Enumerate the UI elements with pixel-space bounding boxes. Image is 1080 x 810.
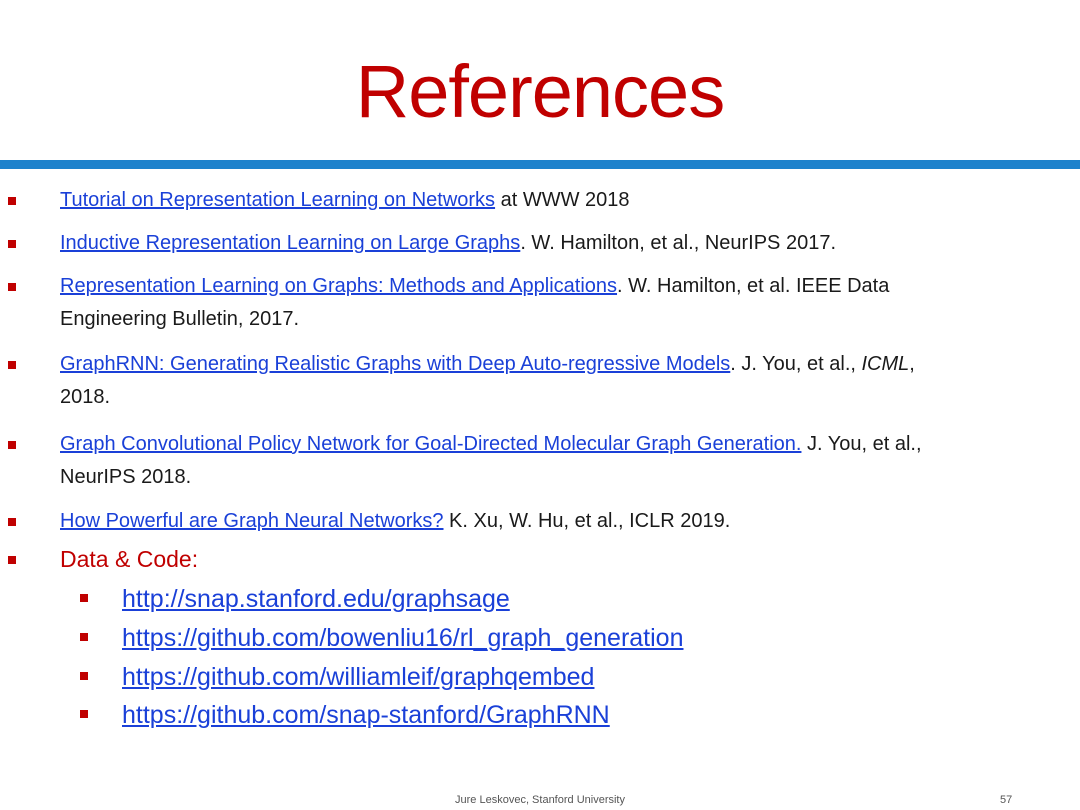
reference-details: K. Xu, W. Hu, et al., ICLR 2019. bbox=[443, 510, 731, 532]
bullet-icon bbox=[8, 361, 16, 369]
reference-link[interactable]: GraphRNN: Generating Realistic Graphs with Deep Auto-regressive Models bbox=[60, 353, 731, 375]
sub-bullet-icon bbox=[80, 710, 88, 718]
sub-bullet-icon bbox=[80, 633, 88, 641]
bullet-icon bbox=[8, 283, 16, 291]
reference-details: . W. Hamilton, et al. IEEE Data bbox=[617, 275, 890, 297]
reference-link[interactable]: Graph Convolutional Policy Network for Goal-Directed Molecular Graph Generation. bbox=[60, 433, 802, 455]
data-code-link[interactable]: http://snap.stanford.edu/graphsage bbox=[122, 585, 510, 613]
data-code-link[interactable]: https://github.com/bowenliu16/rl_graph_generation bbox=[122, 624, 684, 652]
bullet-icon bbox=[8, 441, 16, 449]
reference-item bbox=[60, 227, 836, 260]
bullet-icon bbox=[8, 197, 16, 205]
reference-details-end: , bbox=[909, 353, 915, 375]
reference-details-continued: NeurIPS 2018. bbox=[60, 466, 192, 488]
venue-italic: ICML bbox=[861, 353, 910, 375]
sub-bullet-icon bbox=[80, 672, 88, 680]
page-number: 57 bbox=[1000, 794, 1013, 806]
reference-details: . J. You, et al., bbox=[730, 353, 862, 375]
reference-item bbox=[60, 270, 889, 336]
reference-details: J. You, et al., bbox=[801, 433, 922, 455]
reference-item bbox=[60, 428, 922, 494]
reference-link[interactable]: How Powerful are Graph Neural Networks? bbox=[60, 510, 444, 532]
data-code-link[interactable]: https://github.com/snap-stanford/GraphRNN bbox=[122, 701, 610, 729]
data-code-link[interactable]: https://github.com/williamleif/graphqembed bbox=[122, 663, 595, 691]
bullet-icon bbox=[8, 518, 16, 526]
reference-details-continued: 2018. bbox=[60, 386, 111, 408]
reference-details-continued: Engineering Bulletin, 2017. bbox=[60, 308, 300, 330]
slide-title: References bbox=[355, 50, 725, 133]
footer-author: Jure Leskovec, Stanford University bbox=[455, 794, 625, 806]
reference-item bbox=[60, 348, 915, 414]
reference-details: at WWW 2018 bbox=[495, 189, 630, 211]
data-code-heading: Data & Code: bbox=[60, 546, 199, 572]
bullet-icon bbox=[8, 240, 16, 248]
reference-link[interactable]: Tutorial on Representation Learning on Networks bbox=[60, 189, 496, 211]
reference-link[interactable]: Representation Learning on Graphs: Methods and Applications bbox=[60, 275, 618, 297]
reference-item bbox=[60, 505, 730, 538]
reference-details: . W. Hamilton, et al., NeurIPS 2017. bbox=[520, 232, 837, 254]
reference-item bbox=[60, 184, 630, 217]
bullet-icon bbox=[8, 556, 16, 564]
title-divider bbox=[0, 160, 1080, 169]
sub-bullet-icon bbox=[80, 594, 88, 602]
reference-link[interactable]: Inductive Representation Learning on Large Graphs bbox=[60, 232, 521, 254]
